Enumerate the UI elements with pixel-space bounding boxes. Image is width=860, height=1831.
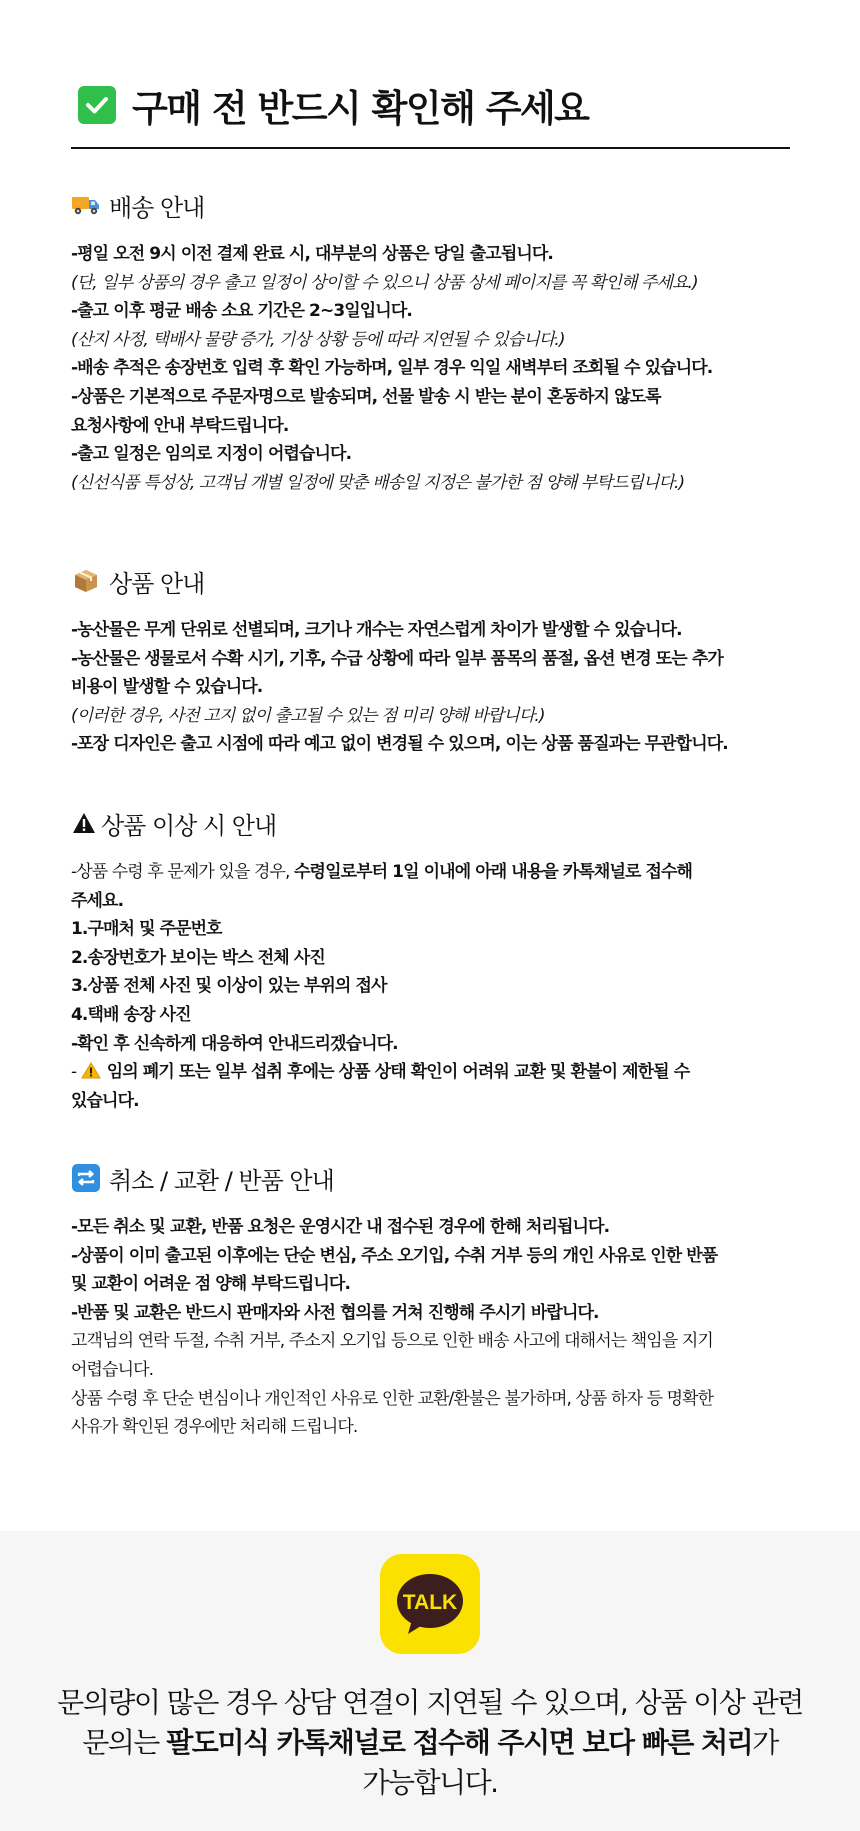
checkmark-icon	[78, 86, 116, 124]
exchange-icon	[71, 1163, 101, 1193]
section-heading: 상품 안내	[71, 564, 791, 598]
section-heading: 배송 안내	[71, 188, 791, 222]
text-line: 사유가 확인된 경우에만 처리해 드립니다.	[71, 1417, 358, 1438]
text-line: 4.택배 송장 사진	[71, 1004, 191, 1025]
title-divider	[71, 147, 790, 149]
text-line: -확인 후 신속하게 대응하여 안내드리겠습니다.	[71, 1033, 398, 1054]
section-heading: 상품 이상 시 안내	[71, 806, 791, 840]
page-title	[78, 78, 588, 132]
text-line: -평일 오전 9시 이전 결제 완료 시, 대부분의 상품은 당일 출고됩니다.	[71, 244, 553, 264]
truck-icon	[71, 190, 101, 220]
text-line: -출고 이후 평균 배송 소요 기간은 2~3일입니다.	[71, 301, 412, 322]
text-line: 있습니다.	[71, 1090, 139, 1111]
section-shipping	[71, 188, 791, 497]
section-heading: 취소 / 교환 / 반품 안내	[71, 1161, 791, 1195]
section-defect	[71, 806, 791, 1115]
section-cancel-return	[71, 1161, 791, 1442]
warning-icon	[71, 808, 97, 838]
talk-label: TALK	[402, 1591, 458, 1614]
page-title-text: 구매 전 반드시 확인해 주세요	[132, 87, 589, 130]
text-line: -반품 및 교환은 반드시 판매자와 사전 협의를 거쳐 진행해 주시기 바랍니다.	[71, 1302, 599, 1323]
text-line: 고객님의 연락 두절, 수취 거부, 주소지 오기입 등으로 인한 배송 사고에 대해서는 책임을 지기	[71, 1331, 713, 1352]
text-line: -배송 추적은 송장번호 입력 후 확인 가능하며, 일부 경우 익일 새벽부터 조회될 수 있습니다.	[71, 358, 713, 379]
footer-line: 문의량이 많은 경우 상담 연결이 지연될 수 있으며, 상품 이상 관련	[57, 1686, 803, 1719]
text-line: 비용이 발생할 수 있습니다.	[71, 677, 263, 698]
box-icon	[71, 566, 101, 596]
text-line: 상품 수령 후 단순 변심이나 개인적인 사유로 인한 교환/환불은 불가하며, 상품 하자 등 명확한	[71, 1388, 714, 1409]
text-line: 2.송장번호가 보이는 박스 전체 사진	[71, 947, 325, 968]
text-line: (산지 사정, 택배사 물량 증가, 기상 상황 등에 따라 지연될 수 있습니다.)	[71, 329, 565, 350]
text-line: 요청사항에 안내 부탁드립니다.	[71, 415, 289, 436]
text-line: 3.상품 전체 사진 및 이상이 있는 부위의 접사	[71, 976, 387, 997]
text-line: -농산물은 생물로서 수확 시기, 기후, 수급 상황에 따라 일부 품목의 품절, 옵션 변경 또는 추가	[71, 648, 723, 669]
text-line: -상품 수령 후 문제가 있을 경우, 수령일로부터 1일 이내에 아래 내용을 카톡채널로 접수해	[71, 862, 693, 882]
text-line: 1.구매처 및 주문번호	[71, 919, 222, 940]
kakaotalk-icon[interactable]	[380, 1554, 480, 1654]
footer	[0, 1531, 860, 1831]
text-line: (이러한 경우, 사전 고지 없이 출고될 수 있는 점 미리 양해 바랍니다.)	[71, 705, 545, 726]
text-line: -농산물은 무게 단위로 선별되며, 크기나 개수는 자연스럽게 차이가 발생할 수 있습니다.	[71, 620, 682, 640]
text-line: - 임의 폐기 또는 일부 섭취 후에는 상품 상태 확인이 어려워 교환 및 환불이 제한될 수	[71, 1062, 690, 1083]
text-line: -상품이 이미 출고된 이후에는 단순 변심, 주소 오기입, 수취 거부 등의 개인 사유로 인한 반품	[71, 1245, 718, 1266]
text-line: -출고 일정은 임의로 지정이 어렵습니다.	[71, 444, 352, 465]
footer-line: 문의는 팔도미식 카톡채널로 접수해 주시면 보다 빠른 처리가	[82, 1726, 778, 1759]
section-product	[71, 564, 791, 759]
text-line: 주세요.	[71, 890, 124, 911]
text-line: 어렵습니다.	[71, 1359, 154, 1380]
footer-line: 가능합니다.	[362, 1766, 498, 1799]
warning-sign-icon	[81, 1062, 101, 1079]
text-line: -포장 디자인은 출고 시점에 따라 예고 없이 변경될 수 있으며, 이는 상품 품질과는 무관합니다.	[71, 734, 728, 755]
footer-notice	[0, 1683, 860, 1803]
text-line: 및 교환이 어려운 점 양해 부탁드립니다.	[71, 1274, 351, 1295]
kakao-channel-highlight: 팔도미식 카톡채널로 접수해 주시면 보다 빠른 처리	[166, 1726, 753, 1759]
text-line: (신선식품 특성상, 고객님 개별 일정에 맞춘 배송일 지정은 불가한 점 양해 부탁드립니다.)	[71, 472, 685, 493]
text-line: -상품은 기본적으로 주문자명으로 발송되며, 선물 발송 시 받는 분이 혼동하지 않도록	[71, 386, 661, 407]
text-line: -모든 취소 및 교환, 반품 요청은 운영시간 내 접수된 경우에 한해 처리됩니다.	[71, 1217, 610, 1237]
text-line: (단, 일부 상품의 경우 출고 일정이 상이할 수 있으니 상품 상세 페이지를 꼭 확인해 주세요.)	[71, 272, 698, 293]
